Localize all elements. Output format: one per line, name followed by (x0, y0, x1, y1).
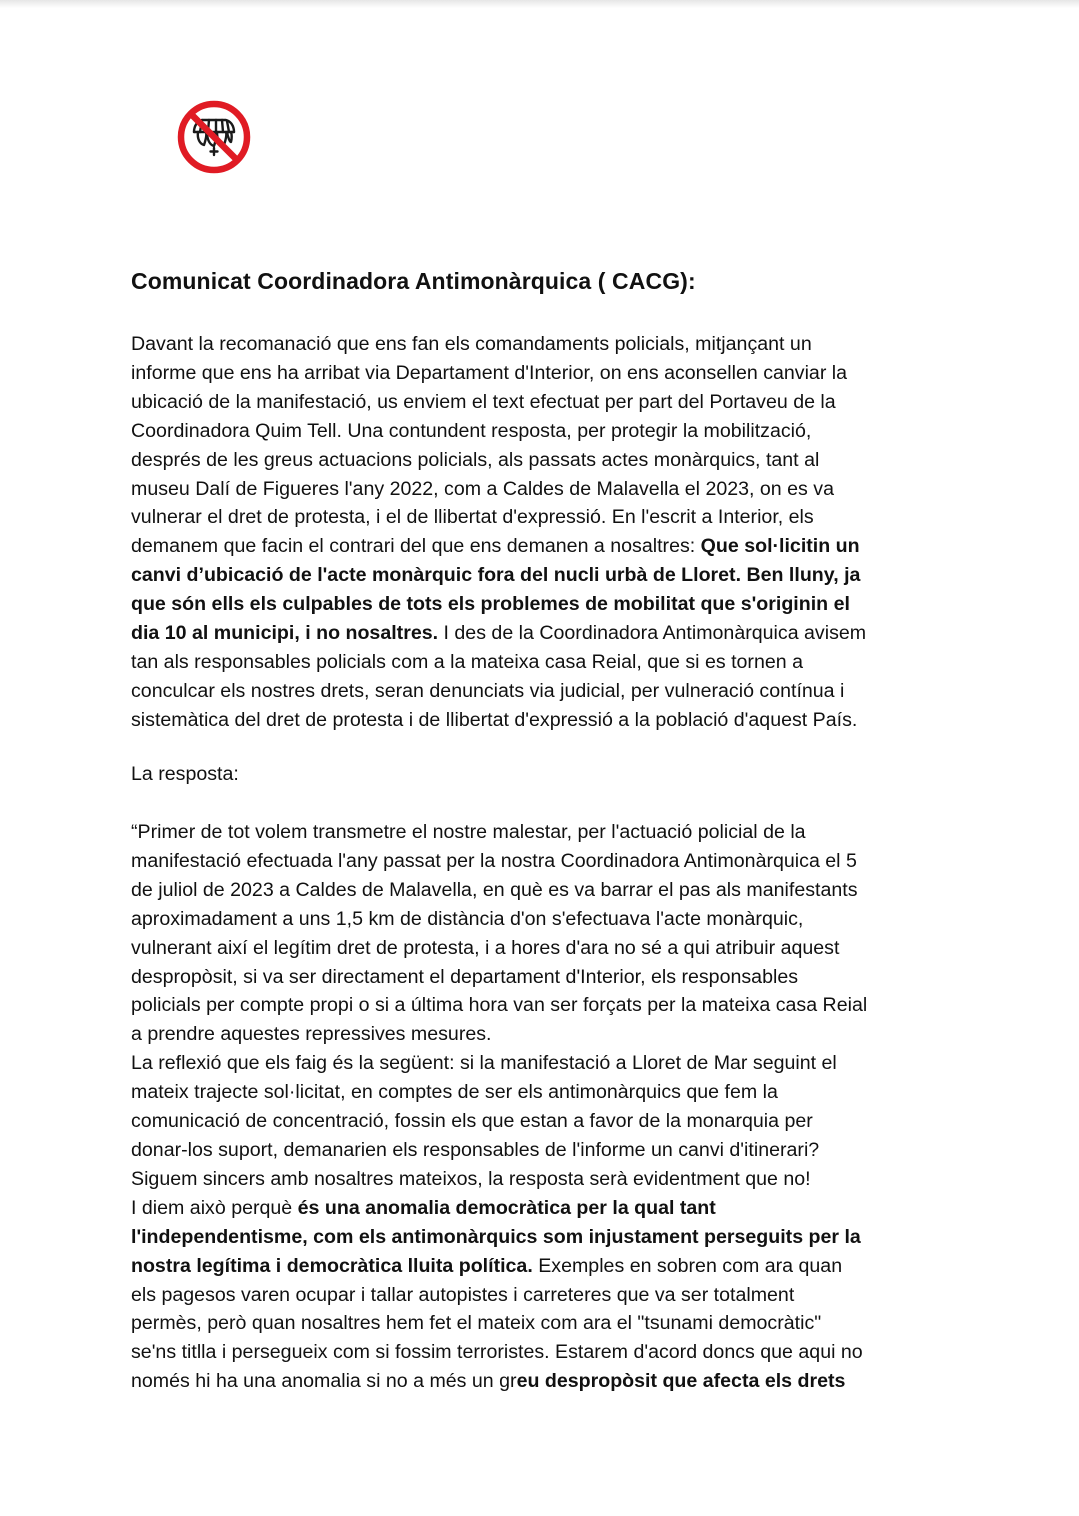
text-line: aproximadament a uns 1,5 km de distància d'on s'efectuava l'acte monàrquic, (131, 907, 804, 930)
bold-text-segment: Que sol·licitin un (700, 535, 860, 558)
bold-text-line: que són ells els culpables de tots els problemes de mobilitat que s'originin el (131, 593, 850, 616)
text-line: despropòsit, si va ser directament el departament d'Interior, els responsables (131, 965, 799, 988)
text-line: informe que ens ha arribat via Departament d'Interior, on ens aconsellen canviar la (131, 361, 848, 384)
text-line: manifestació efectuada l'any passat per la nostra Coordinadora Antimonàrquica el 5 (131, 849, 857, 872)
text-line: museu Dalí de Figueres l'any 2022, com a Caldes de Malavella el 2023, on es va (131, 477, 834, 500)
text-line: donar-los suport, demanarien els responsables de l'informe un canvi d'itinerari? (131, 1138, 820, 1161)
bold-text-segment: nostra legítima i democràtica lluita política. (131, 1254, 533, 1277)
text-line: a prendre aquestes repressives mesures. (131, 1023, 492, 1046)
text-segment: I des de la Coordinadora Antimonàrquica avisem (438, 622, 867, 645)
text-line: policials per compte propi o si a última hora van ser forçats per la mateixa casa Reial (131, 994, 868, 1017)
text-line: comunicació de concentració, fossin els que estan a favor de la monarquia per (131, 1110, 813, 1133)
intro-paragraph (131, 330, 991, 735)
text-segment: Exemples en sobren com ara quan (532, 1254, 843, 1277)
text-line: ubicació de la manifestació, us enviem el text efectuat per part del Portaveu de la (131, 390, 836, 413)
text-line: La reflexió que els faig és la següent: si la manifestació a Lloret de Mar seguint el (131, 1052, 837, 1075)
anti-monarchy-crown-prohibition-icon (176, 99, 252, 175)
bold-text-segment: eu despropòsit que afecta els drets (516, 1370, 846, 1393)
text-line: Siguem sincers amb nosaltres mateixos, la resposta serà evidentment que no! (131, 1167, 811, 1190)
document-title: Comunicat Coordinadora Antimonàrquica ( CACG): (131, 268, 696, 294)
response-heading: La resposta: (131, 763, 239, 785)
text-segment: I diem això perquè (131, 1196, 298, 1219)
text-line: després de les greus actuacions policials, als passats actes monàrquics, tant al (131, 448, 820, 471)
text-line: mateix trajecte sol·licitat, en comptes de ser els antimonàrquics que fem la (131, 1081, 778, 1104)
text-line: Davant la recomanació que ens fan els comandaments policials, mitjançant un (131, 333, 812, 355)
text-line (131, 1367, 991, 1396)
text-line: els pagesos varen ocupar i tallar autopistes i carreteres que va ser totalment (131, 1283, 795, 1306)
text-line (131, 619, 991, 648)
text-line: se'ns titlla i persegueix com si fossim terroristes. Estarem d'acord doncs que aqui no (131, 1341, 863, 1364)
text-line: vulnerar el dret de protesta, i el de llibertat d'expressió. En l'escrit a Interior, els (131, 506, 814, 529)
text-line: sistemàtica del dret de protesta i de llibertat d'expressió a la població d'aquest País. (131, 708, 858, 731)
text-line (131, 1252, 991, 1281)
response-paragraph (131, 818, 991, 1396)
text-line: tan als responsables policials com a la mateixa casa Reial, que si es tornen a (131, 650, 803, 673)
text-line: permès, però quan nosaltres hem fet el mateix com ara el "tsunami democràtic" (131, 1312, 822, 1335)
text-segment: només hi ha una anomalia si no a més un gr (131, 1370, 517, 1393)
bold-text-line: canvi d’ubicació de l'acte monàrquic fora del nucli urbà de Lloret. Ben lluny, ja (131, 564, 861, 587)
text-segment: demanem que facin el contrari del que ens demanen a nosaltres: (131, 535, 701, 558)
text-line: Coordinadora Quim Tell. Una contundent resposta, per protegir la mobilització, (131, 419, 812, 442)
bold-text-segment: és una anomalia democràtica per la qual tant (297, 1196, 716, 1219)
text-line: “Primer de tot volem transmetre el nostre malestar, per l'actuació policial de la (131, 821, 806, 843)
text-line: conculcar els nostres drets, seran denunciats via judicial, per vulneració contínua i (131, 679, 845, 702)
text-line (131, 1194, 991, 1223)
bold-text-line: l'independentisme, com els antimonàrquics som injustament perseguits per la (131, 1225, 861, 1248)
text-line: vulnerant així el legítim dret de protesta, i a hores d'ara no sé a qui atribuir aquest (131, 936, 840, 959)
text-line: de juliol de 2023 a Caldes de Malavella, en què es va barrar el pas als manifestants (131, 878, 858, 901)
bold-text-segment: dia 10 al municipi, i no nosaltres. (131, 622, 439, 645)
page-top-edge (0, 0, 1079, 8)
text-line (131, 532, 991, 561)
